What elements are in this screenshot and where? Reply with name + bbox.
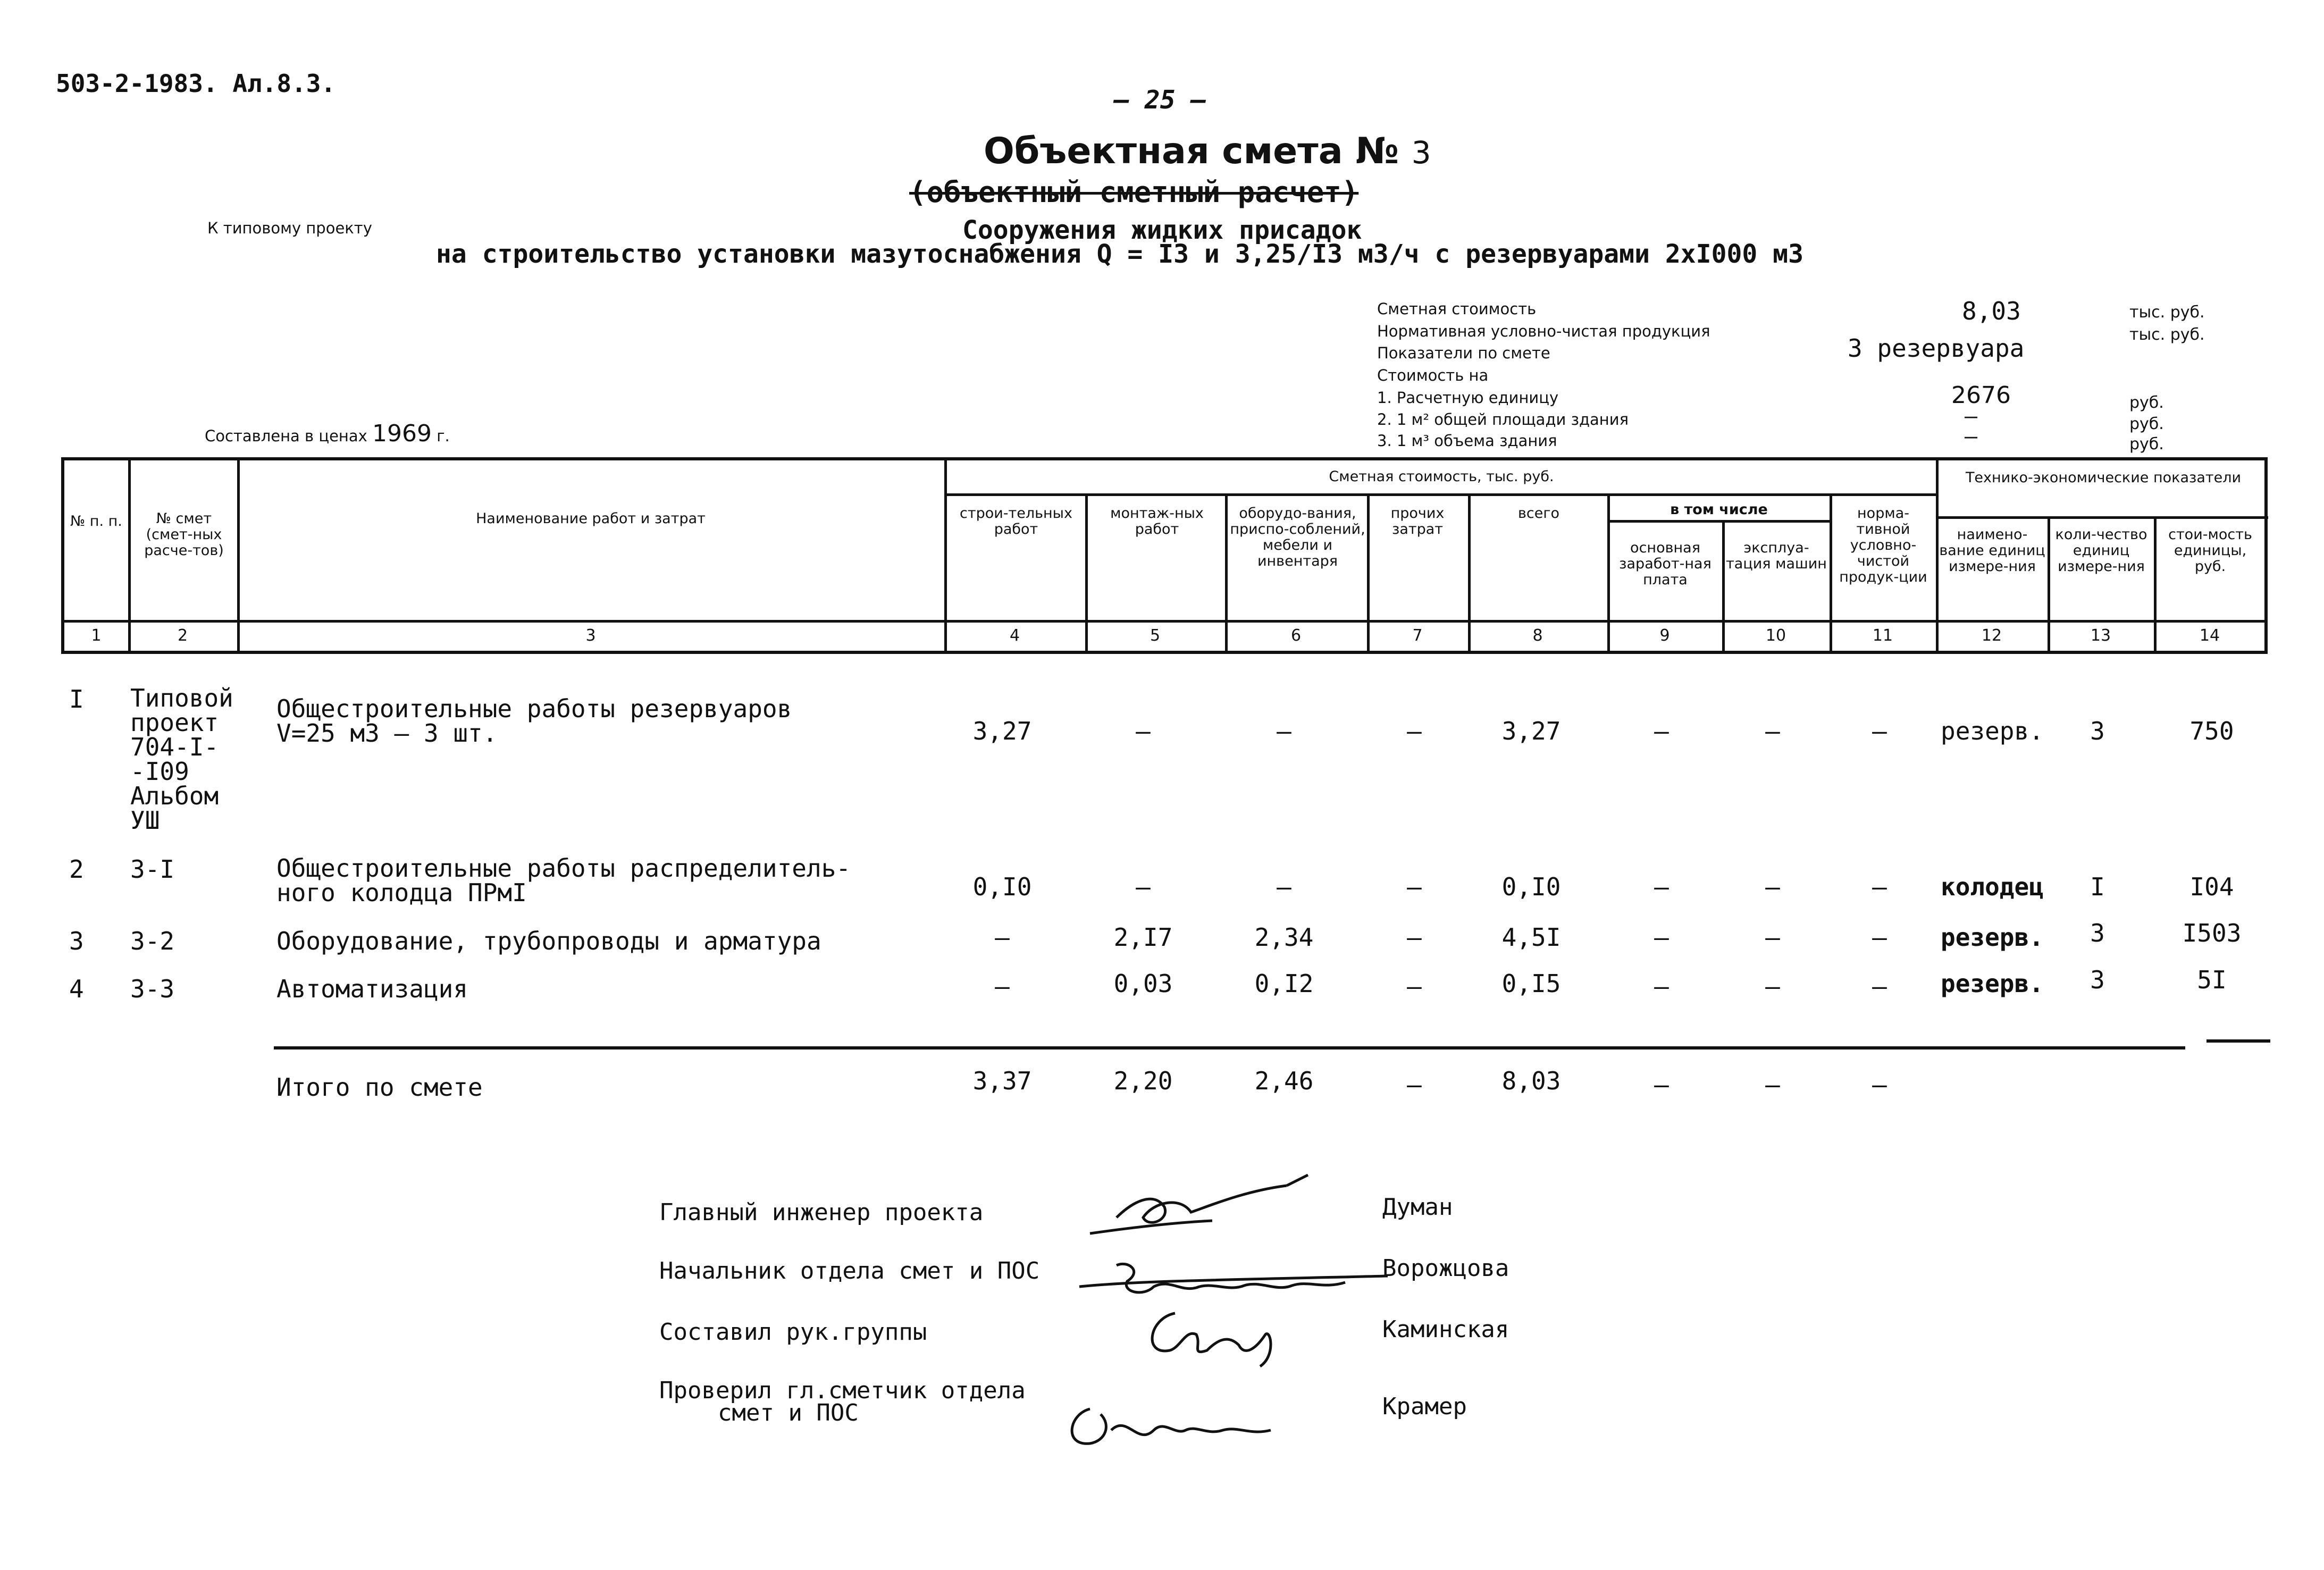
- col-number: 4: [1009, 626, 1020, 645]
- header-c4: строи-тельных работ: [960, 505, 1072, 538]
- work-name-line: ного колодца ПРмI: [276, 878, 527, 907]
- row-divider: [1607, 520, 1831, 523]
- estimate-ref: 3-2: [130, 927, 175, 955]
- col-number: 7: [1412, 626, 1423, 645]
- header-c10: эксплуа-тация машин: [1726, 540, 1827, 572]
- total-separator: [274, 1046, 2185, 1050]
- summary-label: Нормативная условно-чистая продукция: [1377, 322, 1710, 340]
- page-title: [984, 130, 1431, 172]
- summary-value: 2676: [1951, 382, 2011, 409]
- total-sum: 8,03: [1501, 1067, 1561, 1095]
- base-wages: –: [1654, 717, 1669, 745]
- handwritten-signature: [1058, 1393, 1281, 1457]
- base-wages: –: [1654, 872, 1669, 901]
- unit-name: резерв.: [1941, 923, 2044, 952]
- machine-operation: –: [1765, 923, 1780, 952]
- total-label: Итого по смете: [276, 1073, 483, 1102]
- compiled-in-prices: [205, 420, 450, 447]
- net-output: –: [1872, 872, 1887, 901]
- col-number: 3: [585, 626, 596, 645]
- cost-total: 0,I0: [1501, 872, 1561, 901]
- cost-installation: 2,I7: [1113, 923, 1173, 952]
- doc-code: 503-2-1983. Ал.8.3.: [56, 69, 336, 98]
- handwritten-signature: [1085, 1170, 1340, 1244]
- col-number: 5: [1150, 626, 1161, 645]
- estimate-ref-line: проект: [130, 708, 219, 737]
- compiled-year: 1969: [372, 420, 432, 447]
- row-number: 2: [69, 855, 84, 884]
- cost-other: –: [1407, 872, 1422, 901]
- work-name: Автоматизация: [276, 975, 468, 1003]
- total-machines: –: [1765, 1070, 1780, 1099]
- work-name-line: V=25 м3 – 3 шт.: [276, 719, 498, 748]
- estimate-ref: [130, 686, 237, 833]
- unit-name: резерв.: [1941, 717, 2044, 745]
- summary-label: 1. Расчетную единицу: [1377, 389, 1559, 407]
- col-number: 8: [1532, 626, 1543, 645]
- cost-equipment: –: [1277, 872, 1291, 901]
- row-number: I: [69, 685, 84, 713]
- subtitle-object: Сооружения жидких присадок: [962, 215, 1362, 245]
- net-output: –: [1872, 923, 1887, 952]
- estimate-ref-line: Альбом: [130, 782, 219, 810]
- cost-equipment: 2,34: [1254, 923, 1314, 952]
- total-construction: 3,37: [972, 1067, 1032, 1095]
- header-c11: норма-тивной условно-чистой продук-ции: [1839, 505, 1927, 585]
- signer-role-line: смет и ПОС: [718, 1399, 859, 1426]
- unit-name: резерв.: [1941, 969, 2044, 998]
- total-other: –: [1407, 1070, 1422, 1099]
- summary-unit: руб.: [2129, 415, 2164, 433]
- net-output: –: [1872, 717, 1887, 745]
- to-project-label: К типовому проекту: [207, 219, 372, 237]
- summary-label: Стоимость на: [1377, 366, 1489, 384]
- compiled-suffix: г.: [437, 427, 450, 445]
- work-name-line: Общестроительные работы резервуаров: [276, 694, 792, 723]
- unit-cost: 750: [2189, 717, 2234, 745]
- header-group-tech: Технико-экономические показатели: [1965, 469, 2242, 486]
- summary-unit: руб.: [2129, 393, 2164, 412]
- estimate-ref-line: 704-I-: [130, 733, 219, 761]
- cost-other: –: [1407, 972, 1422, 1001]
- row-divider: [944, 493, 1939, 496]
- compiled-label: Составлена в ценах: [205, 427, 367, 445]
- cost-construction: 0,I0: [972, 872, 1032, 901]
- cost-construction: 3,27: [972, 717, 1032, 745]
- signer-name: Каминская: [1382, 1316, 1509, 1343]
- col-number: 10: [1765, 626, 1786, 645]
- cost-other: –: [1407, 717, 1422, 745]
- summary-label: Сметная стоимость: [1377, 300, 1537, 318]
- header-c14: стои-мость единицы, руб.: [2168, 526, 2252, 575]
- base-wages: –: [1654, 972, 1669, 1001]
- work-name: [276, 856, 851, 905]
- unit-cost: I503: [2182, 919, 2242, 947]
- work-name: [276, 694, 792, 748]
- summary-label: 2. 1 м² общей площади здания: [1377, 410, 1629, 429]
- total-net-output: –: [1872, 1070, 1887, 1099]
- signer-name: Ворожцова: [1382, 1255, 1509, 1282]
- row-divider: [64, 620, 2266, 623]
- work-name-line: Общестроительные работы распределитель-: [276, 854, 851, 883]
- row-number: 3: [69, 927, 84, 955]
- summary-value: –: [1965, 404, 1978, 429]
- signer-role: Составил рук.группы: [659, 1319, 927, 1346]
- summary-unit: тыс. руб.: [2129, 303, 2205, 322]
- summary-unit: руб.: [2129, 435, 2164, 454]
- header-c6: оборудо-вания, приспо-соблений, мебели и инвентаря: [1230, 505, 1365, 569]
- title-number: 3: [1411, 135, 1431, 171]
- cost-construction: –: [995, 923, 1010, 952]
- cost-installation: 0,03: [1113, 969, 1173, 998]
- header-c8: всего: [1517, 505, 1560, 522]
- page-number: — 25 —: [1114, 85, 1206, 115]
- header-group-incl: в том числе: [1670, 501, 1768, 518]
- header-group-cost: Сметная стоимость, тыс. руб.: [1329, 468, 1554, 485]
- summary-label: Показатели по смете: [1377, 344, 1550, 362]
- signer-name: Думан: [1382, 1194, 1453, 1221]
- subtitle-project: на строительство установки мазутоснабжения Q = I3 и 3,25/I3 м3/ч с резервуарами 2хI000 м3: [436, 239, 1803, 269]
- unit-cost: I04: [2189, 872, 2234, 901]
- title-main: Объектная смета №: [984, 130, 1399, 172]
- row-divider: [1936, 516, 2268, 519]
- estimate-ref-line: УШ: [130, 806, 160, 835]
- unit-quantity: I: [2090, 872, 2105, 901]
- summary-label: 3. 1 м³ объема здания: [1377, 432, 1557, 450]
- handwritten-signature: [1138, 1297, 1287, 1372]
- estimate-ref-line: Типовой: [130, 684, 233, 712]
- total-installation: 2,20: [1113, 1067, 1173, 1095]
- signer-name: Крамер: [1382, 1393, 1467, 1420]
- estimate-ref: 3-3: [130, 975, 175, 1003]
- cost-total: 3,27: [1501, 717, 1561, 745]
- summary-unit: тыс. руб.: [2129, 325, 2205, 344]
- signer-role-line: Проверил гл.сметчик отдела: [659, 1377, 1026, 1404]
- signer-role: Главный инженер проекта: [659, 1199, 984, 1226]
- cost-construction: –: [995, 972, 1010, 1001]
- total-wages: –: [1654, 1070, 1669, 1099]
- header-c1: № п. п.: [70, 513, 122, 530]
- estimate-ref: 3-I: [130, 855, 175, 884]
- machine-operation: –: [1765, 717, 1780, 745]
- header-c5: монтаж-ных работ: [1110, 505, 1204, 538]
- cost-installation: –: [1136, 872, 1151, 901]
- table-header: [61, 457, 2268, 654]
- row-number: 4: [69, 975, 84, 1003]
- machine-operation: –: [1765, 872, 1780, 901]
- col-number: 11: [1872, 626, 1893, 645]
- cost-total: 0,I5: [1501, 969, 1561, 998]
- unit-cost: 5I: [2197, 965, 2227, 994]
- col-number: 6: [1290, 626, 1302, 645]
- cost-equipment: –: [1277, 717, 1291, 745]
- cost-other: –: [1407, 923, 1422, 952]
- header-c7: прочих затрат: [1390, 505, 1445, 538]
- cost-equipment: 0,I2: [1254, 969, 1314, 998]
- net-output: –: [1872, 972, 1887, 1001]
- col-number: 12: [1981, 626, 2002, 645]
- header-c13: коли-чество единиц измере-ния: [2055, 526, 2147, 575]
- header-c3: Наименование работ и затрат: [476, 510, 706, 527]
- cost-installation: –: [1136, 717, 1151, 745]
- title-struck: (объектный сметный расчет): [909, 175, 1359, 209]
- col-number: 1: [91, 626, 102, 645]
- header-c9: основная заработ-ная плата: [1619, 540, 1711, 588]
- base-wages: –: [1654, 923, 1669, 952]
- col-number: 2: [177, 626, 188, 645]
- unit-quantity: 3: [2090, 965, 2105, 994]
- col-number: 14: [2199, 626, 2220, 645]
- unit-name: колодец: [1941, 872, 2044, 901]
- machine-operation: –: [1765, 972, 1780, 1001]
- header-c12: наимено-вание единиц измере-ния: [1939, 526, 2045, 575]
- col-number: 9: [1659, 626, 1670, 645]
- summary-value: 8,03: [1962, 297, 2021, 325]
- signer-role: [659, 1377, 1026, 1427]
- header-c2: № смет (смет-ных расче-тов): [144, 510, 224, 559]
- unit-quantity: 3: [2090, 919, 2105, 947]
- work-name: Оборудование, трубопроводы и арматура: [276, 927, 821, 955]
- signer-role: Начальник отдела смет и ПОС: [659, 1257, 1040, 1284]
- summary-value: 3 резервуара: [1848, 334, 2025, 363]
- unit-quantity: 3: [2090, 717, 2105, 745]
- estimate-ref-line: -I09: [130, 757, 189, 786]
- total-separator: [2206, 1039, 2270, 1043]
- cost-total: 4,5I: [1501, 923, 1561, 952]
- total-equipment: 2,46: [1254, 1067, 1314, 1095]
- col-number: 13: [2090, 626, 2111, 645]
- summary-value: –: [1965, 424, 1978, 449]
